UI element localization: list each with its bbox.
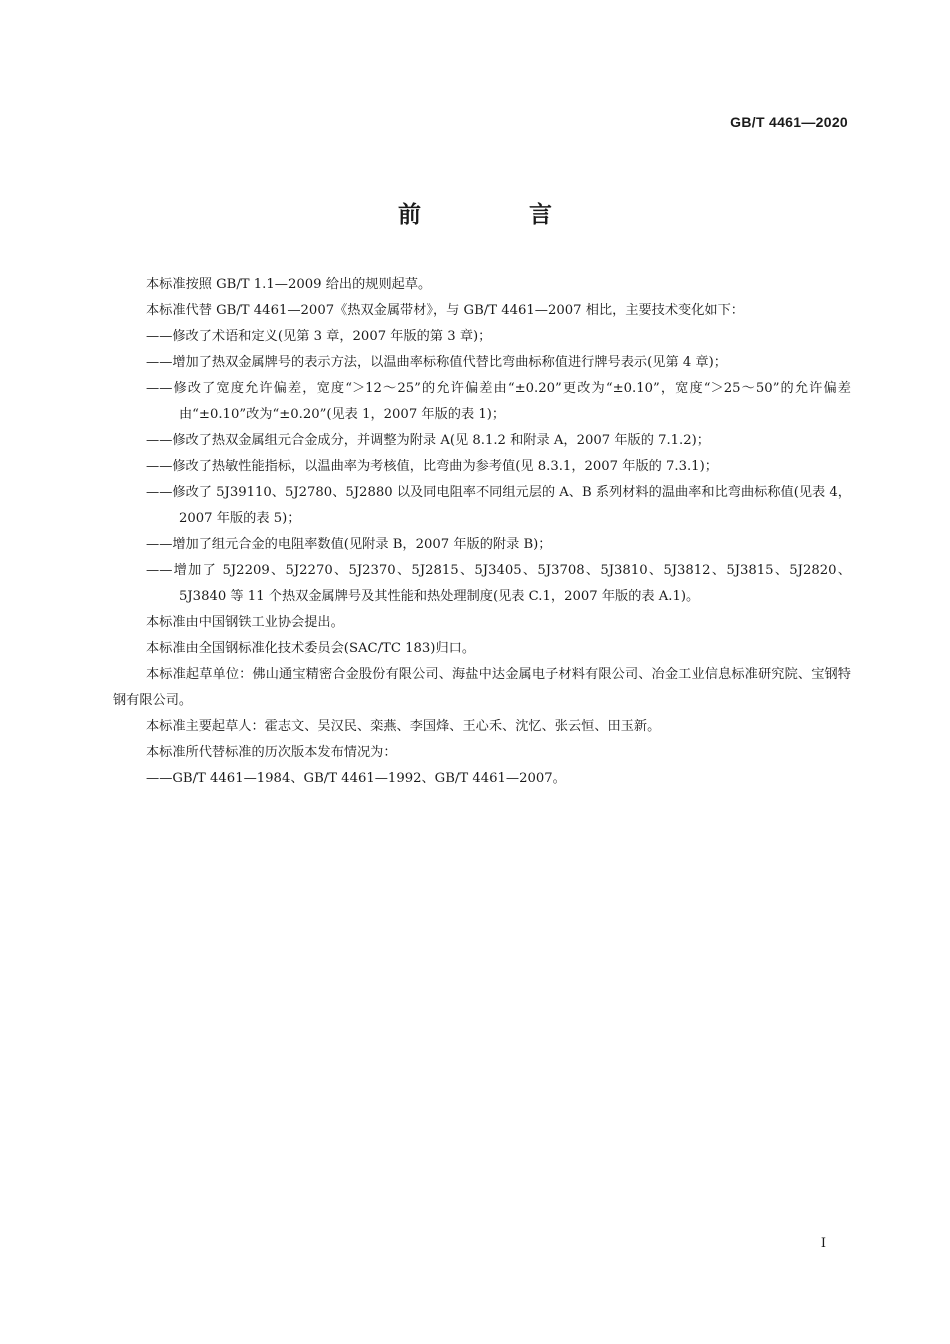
list-item: ——修改了 5J39110、5J2780、5J2880 以及同电阻率不同组元层的 A、B 系列材料的温曲率和比弯曲标称值(见表 4，2007 年版的表 5)； bbox=[146, 485, 851, 526]
paragraph-replacement: 本标准代替 GB/T 4461—2007《热双金属带材》，与 GB/T 4461—2007 相比，主要技术变化如下： bbox=[146, 303, 744, 318]
list-item: ——修改了热敏性能指标，以温曲率为考核值，比弯曲为参考值(见 8.3.1，2007 年版的 7.3.1)； bbox=[146, 459, 718, 474]
document-body bbox=[113, 272, 851, 792]
paragraph-drafters: 本标准主要起草人：霍志文、吴汉民、栾燕、李国烽、王心禾、沈忆、张云恒、田玉新。 bbox=[146, 719, 661, 734]
list-item: ——增加了 5J2209、5J2270、5J2370、5J2815、5J3405、5J3708、5J3810、5J3812、5J3815、5J2820、5J3840 等 11 个热双金属牌号及其性能和热处理制度(见表 C.1，2007 年版的表 A.1)。 bbox=[146, 563, 851, 604]
standard-code: GB/T 4461—2020 bbox=[730, 114, 848, 130]
list-item: ——修改了术语和定义(见第 3 章，2007 年版的第 3 章)； bbox=[146, 329, 492, 344]
paragraph-history-versions: ——GB/T 4461—1984、GB/T 4461—1992、GB/T 4461—2007。 bbox=[146, 771, 566, 786]
list-item: ——修改了宽度允许偏差，宽度“＞12～25”的允许偏差由“±0.20”更改为“±0.10”，宽度“＞25～50”的允许偏差由“±0.10”改为“±0.20”(见表 1，2007 年版的表 1)； bbox=[146, 381, 851, 422]
page-number: I bbox=[820, 1236, 826, 1251]
paragraph-proposer: 本标准由中国钢铁工业协会提出。 bbox=[146, 615, 344, 630]
list-item: ——增加了热双金属牌号的表示方法，以温曲率标称值代替比弯曲标称值进行牌号表示(见第 4 章)； bbox=[146, 355, 727, 370]
list-item: ——修改了热双金属组元合金成分，并调整为附录 A(见 8.1.2 和附录 A，2007 年版的 7.1.2)； bbox=[146, 433, 710, 448]
paragraph-history-intro: 本标准所代替标准的历次版本发布情况为： bbox=[146, 745, 397, 760]
list-item: ——增加了组元合金的电阻率数值(见附录 B，2007 年版的附录 B)； bbox=[146, 537, 552, 552]
paragraph-drafting-rules: 本标准按照 GB/T 1.1—2009 给出的规则起草。 bbox=[146, 277, 432, 292]
page-title: 前 言 bbox=[397, 202, 602, 228]
paragraph-drafting-units: 本标准起草单位：佛山通宝精密合金股份有限公司、海盐中达金属电子材料有限公司、冶金工业信息标准研究院、宝钢特钢有限公司。 bbox=[113, 667, 851, 708]
paragraph-technical-committee: 本标准由全国钢标准化技术委员会(SAC/TC 183)归口。 bbox=[146, 641, 476, 656]
